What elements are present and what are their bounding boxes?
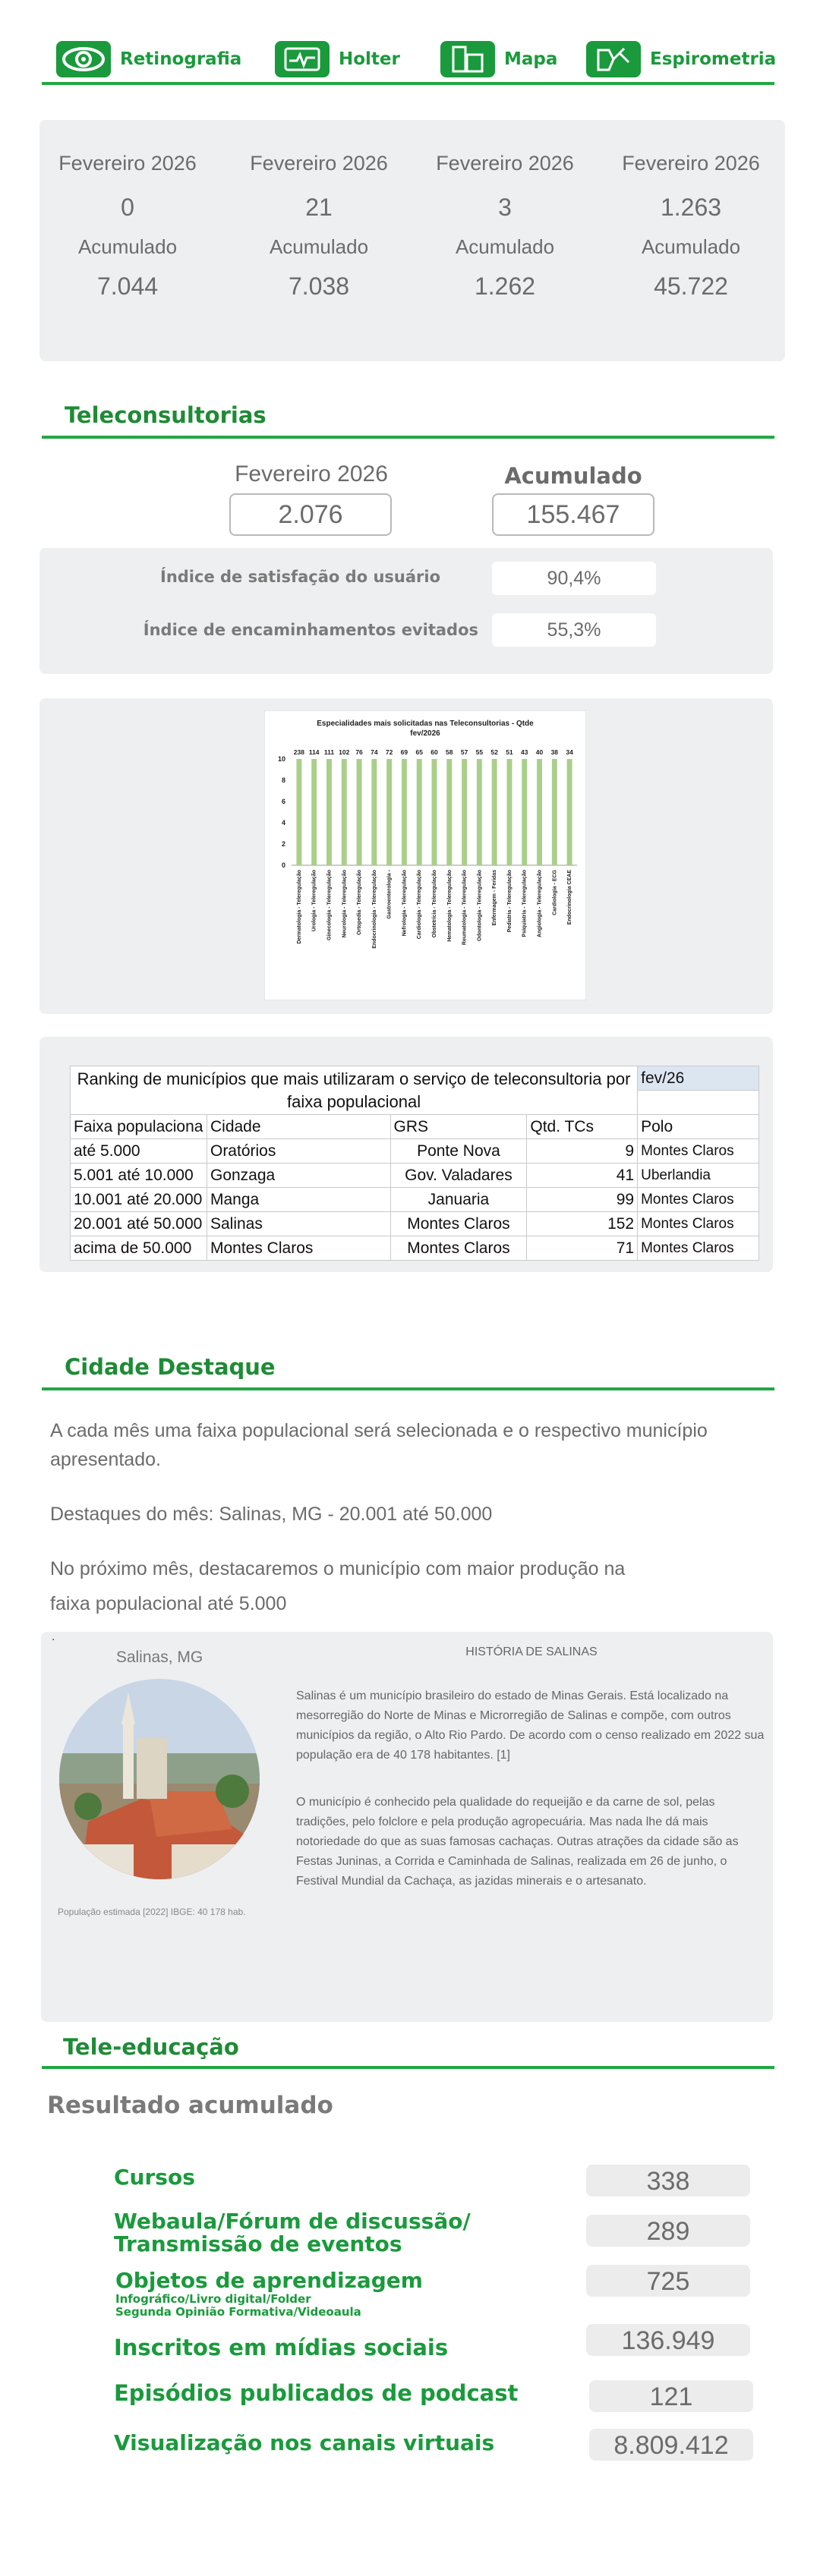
y-tick-label: 2 [281,840,285,848]
stat-acc-value: 7.044 [96,272,159,300]
destaque-intro: A cada mês uma faixa populacional será selecionada e o respectivo município apresentado. [50,1420,708,1470]
population-note: População estimada [2022] IBGE: 40 178 hab. [58,1907,246,1917]
bar-data-label: 43 [521,748,528,756]
history-paragraph-1: Salinas é um município brasileiro do estado de Minas Gerais. Está localizado na mesorregião do Norte de Minas e Microrregião de Salinas e compõe, com outros municípios da região, o Alto Rio Pardo. De acordo com o censo realizado em 2022 sua população era de 40 178 habitantes. [1] [296,1690,765,1762]
x-tick-label: Ginecologia - Teleregulação [326,870,333,940]
stat-value: 1.263 [660,194,722,221]
edu-inscritos-value: 136.949 [586,2324,750,2356]
y-tick-label: 0 [281,861,285,869]
city-photo [58,1677,261,1881]
cell-qtd: 71 [527,1236,638,1261]
nav-espirometria[interactable] [586,38,776,80]
edu-podcast-label: Episódios publicados de podcast [114,2380,519,2406]
stat-value: 21 [305,194,333,221]
teleeducacao-title: Tele-educação [63,2034,239,2060]
stat-retinografia [36,152,219,301]
x-tick-label: Dermatologia - Teleregulação [296,870,302,944]
edu-cursos-value: 338 [586,2165,750,2197]
edu-visualizacao-value: 8.809.412 [589,2429,753,2461]
bar-data-label: 65 [415,748,423,756]
table-row [71,1212,759,1236]
stat-acc-label: Acumulado [77,235,178,258]
y-tick-label: 6 [281,798,285,805]
stat-espirometria [600,152,782,301]
lungs-icon [586,41,641,77]
panel-dot: . [52,1630,55,1643]
tc-acc-value: 155.467 [492,493,654,536]
edu-visualizacao-label: Visualização nos canais virtuais [114,2430,495,2455]
bar-data-label: 114 [308,748,320,756]
blood-pressure-icon [440,41,495,77]
cell-grs: Gov. Valadares [390,1164,527,1188]
bar-data-label: 238 [293,748,304,756]
chart-bar [522,759,527,865]
edu-cursos-label: Cursos [114,2165,195,2190]
stat-acc-label: Acumulado [641,235,741,258]
cell-qtd: 152 [527,1212,638,1236]
table-row [71,1188,759,1212]
edu-objetos-line1: Objetos de aprendizagem [115,2268,423,2293]
bar-data-label: 74 [371,748,378,756]
chart-bar [492,759,497,865]
tc-month-label: Fevereiro 2026 [235,461,388,487]
x-tick-label: Neurologia - Teleregulação [342,870,348,938]
edu-webaula-label [114,2210,471,2256]
x-tick-label: Endocrinologia - Teleregulação [371,870,377,949]
cell-polo: Montes Claros [638,1212,759,1236]
bar-data-label: 72 [385,748,393,756]
ranking-blank [638,1091,759,1115]
stat-acc-label: Acumulado [269,235,369,258]
cell-polo: Montes Claros [638,1236,759,1261]
y-tick-label: 4 [281,819,285,827]
bar-data-label: 69 [400,748,408,756]
chart-bar [311,759,317,865]
bar-data-label: 51 [506,748,513,756]
nav-underline [42,82,774,85]
stat-month: Fevereiro 2026 [436,152,574,175]
tc-acc-label: Acumulado [504,463,642,489]
chart-bar [357,759,362,865]
cell-cidade: Gonzaga [207,1164,390,1188]
cell-cidade: Manga [207,1188,390,1212]
stat-acc-value: 1.262 [474,272,536,300]
chart-bar [462,759,467,865]
x-tick-label: Odontologia - Teleregulação [477,870,483,941]
nav-holter[interactable] [275,38,400,80]
edu-podcast-value: 121 [589,2380,753,2412]
city-name: Salinas, MG [115,1649,203,1666]
cell-qtd: 99 [527,1188,638,1212]
edu-webaula-value: 289 [586,2215,750,2247]
x-tick-label: Gastroenterologia - [386,870,393,919]
heart-monitor-icon [275,41,330,77]
teleconsultorias-underline [42,436,774,439]
cell-faixa: acima de 50.000 [71,1236,207,1261]
x-tick-label: Urologia - Teleregulação [311,870,317,932]
cell-faixa: 5.001 até 10.000 [71,1164,207,1188]
edu-objetos-value: 725 [586,2265,750,2297]
ranking-period: fev/26 [638,1066,759,1091]
stat-acc-value: 7.038 [288,272,350,300]
table-row [71,1139,759,1164]
chart-bar [342,759,347,865]
stat-month: Fevereiro 2026 [250,152,388,175]
ranking-header: Qtd. TCs [527,1115,638,1139]
history-paragraph-2: O município é conhecido pela qualidade do requeijão e da carne de sol, pelas tradições, pelo folclore e pela produção agropecuária. Mas nada lhe dá mais notoriedade do que as suas famosas cachaças. Outras atrações da cidade são as Festas Juninas, a Corrida e Caminhada de Salinas, realizada em 26 de junho, o Festival Mundial da Cachaça, as jazidas minerais e o artesanato. [296,1796,739,1888]
bar-data-label: 111 [323,748,335,756]
bar-data-label: 38 [550,748,559,756]
x-tick-label: Obstetrícia - Teleregulação [432,870,437,938]
stat-month: Fevereiro 2026 [622,152,760,175]
bar-data-label: 102 [339,748,350,756]
bar-data-label: 55 [475,748,484,756]
cell-cidade: Salinas [207,1212,390,1236]
x-tick-label: Reumatologia - Teleregulação [462,870,468,946]
cell-qtd: 41 [527,1164,638,1188]
table-row [71,1236,759,1261]
cell-polo: Montes Claros [638,1139,759,1164]
bar-data-label: 58 [446,748,453,756]
teleconsultorias-title: Teleconsultorias [65,402,266,428]
nav-label-retinografia: Retinografia [120,49,242,69]
chart-bar [417,759,422,865]
bar-data-label: 40 [535,748,544,756]
ranking-header: Polo [638,1115,759,1139]
stat-acc-label: Acumulado [455,235,555,258]
tc-index-panel [39,548,773,674]
edu-webaula-line1: Webaula/Fórum de discussão/ [114,2209,471,2234]
ranking-header: Faixa populaciona [71,1115,207,1139]
nav-label-holter: Holter [339,49,400,69]
bar-data-label: 34 [566,748,573,756]
nav-label-espirometria: Espirometria [650,49,777,69]
cell-grs: Januaria [390,1188,527,1212]
x-tick-label: Hematologia - Teleregulação [446,870,453,942]
destaque-next-2: faixa populacional até 5.000 [50,1593,287,1614]
x-tick-label: Enfermagem - Feridas [492,870,498,926]
chart-subtitle: fev/2026 [410,729,440,738]
x-tick-label: Cardiologia - ECG [552,870,558,915]
satisfaction-value: 90,4% [492,562,656,595]
destaque-next-1: No próximo mês, destacaremos o município com maior produção na [50,1558,626,1579]
stat-acc-value: 45.722 [654,272,728,300]
eye-icon [56,41,111,77]
chart-bar [506,759,512,865]
referrals-value: 55,3% [492,613,656,647]
x-tick-label: Angiologia - Teleregulação [537,870,543,937]
chart-bar [446,759,452,865]
cell-cidade: Montes Claros [207,1236,390,1261]
bar-data-label: 57 [460,748,468,756]
cell-faixa: 20.001 até 50.000 [71,1212,207,1236]
y-tick-label: 10 [277,755,285,763]
cell-polo: Uberlandia [638,1164,759,1188]
history-title: HISTÓRIA DE SALINAS [465,1645,598,1658]
x-tick-label: Nefrologia - Teleregulação [402,870,408,937]
chart-bar [432,759,437,865]
satisfaction-label: Índice de satisfação do usuário [160,568,440,586]
chart-bar [567,759,572,865]
destaque-title: Cidade Destaque [65,1354,276,1380]
ranking-table [70,1066,759,1261]
chart-bar [552,759,557,865]
tc-month-value: 2.076 [229,493,392,536]
bar-data-label: 52 [490,748,498,756]
chart-title: Especialidades mais solicitadas nas Teleconsultorias - Qtde [317,720,534,728]
teleeducacao-underline [42,2066,774,2069]
x-tick-label: Cardiologia - Teleregulação [417,870,423,940]
nav-retinografia[interactable] [56,38,241,80]
chart-bar [537,759,542,865]
stat-month: Fevereiro 2026 [58,152,197,175]
bar-data-label: 76 [355,748,363,756]
stat-mapa [414,152,596,301]
bar-data-label: 60 [430,748,438,756]
chart-bar [296,759,301,865]
edu-objetos-sub1: Infográfico/Livro digital/Folder [115,2292,311,2306]
stat-value: 3 [498,194,512,221]
y-tick-label: 8 [281,776,285,784]
teleeducacao-subtitle: Resultado acumulado [47,2092,333,2119]
edu-objetos-sub2: Segunda Opinião Formativa/Videoaula [115,2305,361,2319]
referrals-label: Índice de encaminhamentos evitados [143,621,478,639]
chart-bar [402,759,407,865]
x-tick-label: Endocrinologia CEAE [567,870,573,925]
stat-value: 0 [121,194,134,221]
specialties-bar-chart [264,710,586,1000]
cell-grs: Montes Claros [390,1236,527,1261]
destaque-underline [42,1387,774,1390]
cell-faixa: até 5.000 [71,1139,207,1164]
cell-cidade: Oratórios [207,1139,390,1164]
cell-qtd: 9 [527,1139,638,1164]
x-tick-label: Ortopedia - Teleregulação [357,870,363,935]
x-tick-label: Psiquiatria - Teleregulação [522,870,528,937]
nav-label-mapa: Mapa [504,49,558,69]
exam-nav [47,38,776,83]
chart-bar [477,759,482,865]
cell-faixa: 10.001 até 20.000 [71,1188,207,1212]
edu-webaula-line2: Transmissão de eventos [114,2231,402,2256]
cell-grs: Montes Claros [390,1212,527,1236]
x-tick-label: Pediatria - Teleregulação [506,870,512,933]
chart-bar [326,759,332,865]
ranking-header: GRS [390,1115,527,1139]
ranking-header-row [71,1115,759,1139]
chart-bar [386,759,392,865]
destaque-current: Destaques do mês: Salinas, MG - 20.001 até 50.000 [50,1504,493,1525]
nav-mapa[interactable] [440,38,557,80]
chart-bar [371,759,377,865]
table-row [71,1164,759,1188]
edu-inscritos-label: Inscritos em mídias sociais [114,2335,449,2360]
cell-polo: Montes Claros [638,1188,759,1212]
cell-grs: Ponte Nova [390,1139,527,1164]
stat-holter [228,152,410,301]
edu-objetos-label [115,2268,423,2319]
ranking-header: Cidade [207,1115,390,1139]
ranking-title: Ranking de municípios que mais utilizaram o serviço de teleconsultoria por faixa populacional [71,1066,638,1115]
